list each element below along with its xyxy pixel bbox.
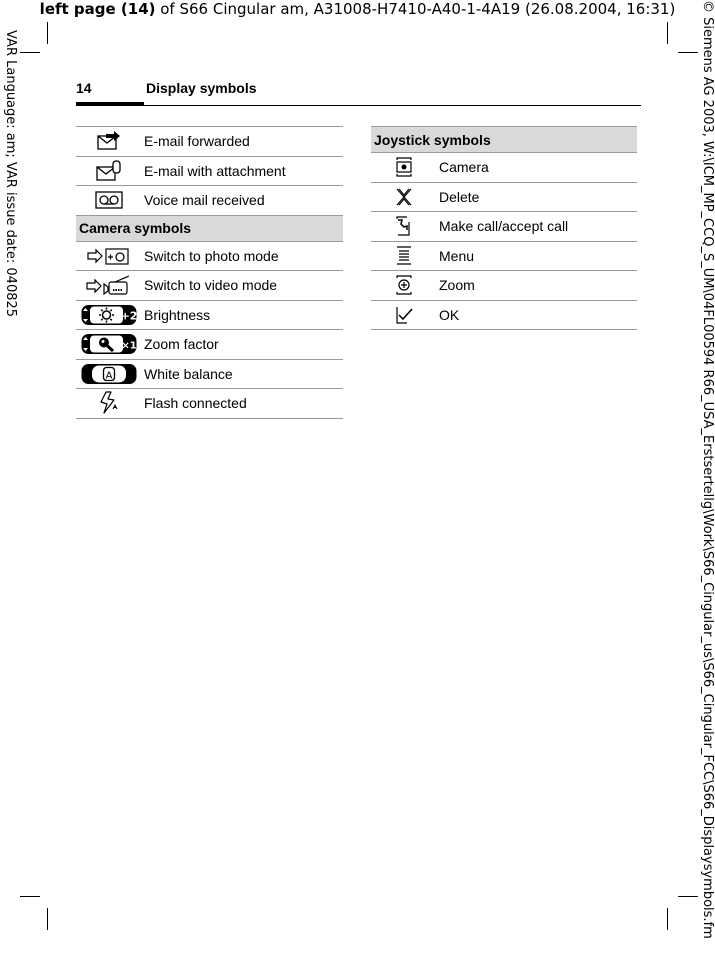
- table-row: [371, 182, 637, 212]
- left-margin-text: VAR Language: am; VAR issue date: 040825: [3, 30, 18, 318]
- table-section-heading: [76, 215, 343, 241]
- camera-symbols-heading: Camera symbols: [76, 215, 343, 241]
- zoom-factor-icon: [81, 333, 137, 355]
- table-row: [76, 127, 343, 157]
- row-label: Menu: [437, 241, 637, 271]
- crop-mark: [20, 52, 40, 53]
- right-margin-text: © Siemens AG 2003, W:\ICM_MP_CCQ_S_UM\04FL00594 R66_USA_Erstsertellg\Work\S66_Cingular_us\S66_Cingular_FCC\S66_Displaysymbols.fm: [700, 0, 715, 939]
- header-rule-bold: [76, 102, 144, 106]
- email-attachment-icon: [95, 160, 123, 182]
- row-label: E-mail forwarded: [142, 127, 343, 157]
- row-label: Brightness: [142, 300, 343, 330]
- camera-icon: [395, 157, 413, 177]
- table-row: [371, 212, 637, 242]
- row-label: Zoom factor: [142, 330, 343, 360]
- row-label: Switch to photo mode: [142, 241, 343, 271]
- row-label: White balance: [142, 359, 343, 389]
- table-row: [371, 300, 637, 330]
- delete-icon: [395, 187, 413, 207]
- header-rule: [144, 105, 641, 106]
- row-label: Switch to video mode: [142, 271, 343, 301]
- call-icon: [395, 216, 413, 236]
- table-row: [76, 241, 343, 271]
- joystick-symbols-heading: Joystick symbols: [371, 127, 637, 153]
- crop-mark: [678, 52, 698, 53]
- row-label: OK: [437, 300, 637, 330]
- row-label: Voice mail received: [142, 186, 343, 216]
- page-number: 14: [76, 80, 92, 96]
- ok-icon: [395, 305, 413, 325]
- brightness-icon: [81, 304, 137, 326]
- page-title: Display symbols: [146, 80, 257, 96]
- brightness-badge: +2: [120, 309, 137, 323]
- table-row: [371, 271, 637, 301]
- video-mode-icon: [85, 274, 133, 296]
- right-margin-note: [697, 0, 715, 960]
- crop-mark: [678, 896, 698, 897]
- table-row: [76, 300, 343, 330]
- voicemail-icon: [95, 191, 123, 209]
- row-label: E-mail with attachment: [142, 156, 343, 186]
- table-row: [76, 186, 343, 216]
- crop-mark: [47, 22, 48, 44]
- table-row: [76, 359, 343, 389]
- row-label: Make call/accept call: [437, 212, 637, 242]
- zoom-icon: [395, 275, 413, 295]
- white-balance-badge: A: [105, 370, 113, 382]
- row-label: Delete: [437, 182, 637, 212]
- table-row: [371, 241, 637, 271]
- row-label: Zoom: [437, 271, 637, 301]
- menu-icon: [395, 246, 413, 266]
- table-section-heading: [371, 127, 637, 153]
- white-balance-icon: [81, 363, 137, 385]
- table-row: [371, 153, 637, 183]
- left-margin-note: [0, 30, 18, 930]
- running-header-source: of S66 Cingular am, A31008-H7410-A40-1-4A19 (26.08.2004, 16:31): [155, 0, 676, 18]
- zoom-factor-badge: ×1: [121, 340, 137, 352]
- crop-mark: [667, 908, 668, 930]
- row-label: Flash connected: [142, 389, 343, 419]
- table-row: [76, 330, 343, 360]
- running-header: [0, 0, 715, 18]
- joystick-symbols-table: [371, 126, 637, 330]
- crop-mark: [20, 896, 40, 897]
- crop-mark: [47, 908, 48, 930]
- running-header-page: left page (14): [39, 0, 156, 18]
- row-label: Camera: [437, 153, 637, 183]
- email-forwarded-icon: [95, 130, 123, 152]
- crop-mark: [667, 22, 668, 44]
- flash-icon: [97, 391, 121, 415]
- photo-mode-icon: [86, 246, 132, 266]
- table-row: [76, 271, 343, 301]
- messaging-camera-table: [76, 126, 343, 419]
- table-row: [76, 156, 343, 186]
- table-row: [76, 389, 343, 419]
